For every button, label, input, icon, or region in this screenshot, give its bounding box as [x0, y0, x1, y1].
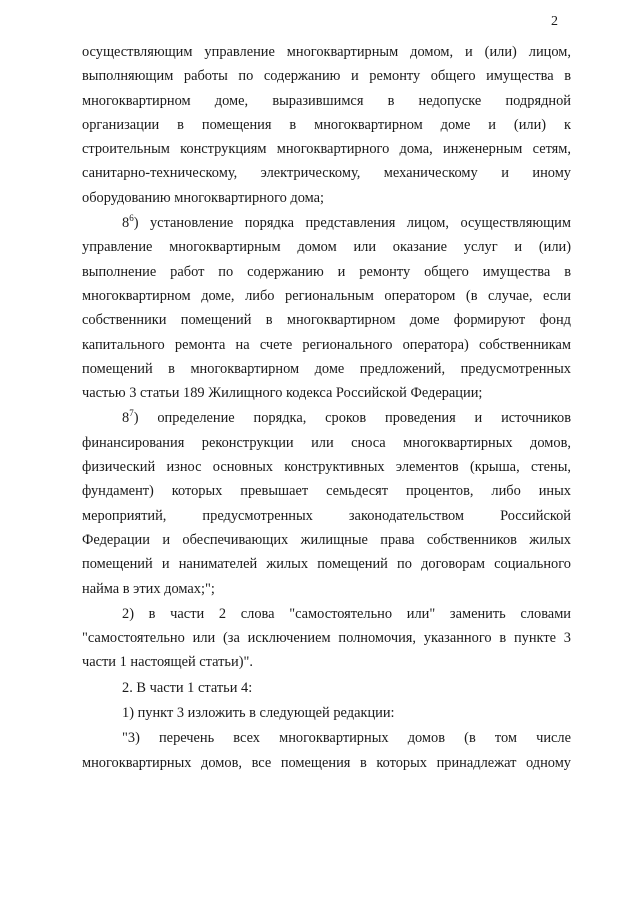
text-line-first: 2) в части 2 слова "самостоятельно или" заменить словами	[122, 605, 571, 622]
item-number: 8	[122, 215, 130, 232]
text-line-first: 1) пункт 3 изложить в следующей редакции:	[122, 705, 395, 722]
text-line: собственники помещений в многоквартирном доме формируют фонд	[82, 312, 571, 329]
text-line: многоквартирном доме, выразившимся в недопуске подрядной	[82, 92, 571, 109]
text-line-first: "3) перечень всех многоквартирных домов (в том числе	[122, 730, 571, 747]
text-line-first	[82, 211, 571, 235]
text-line: финансирования реконструкции или сноса многоквартирных домов,	[82, 434, 571, 451]
text-line: выполнение работ по содержанию и ремонту общего имущества в	[82, 263, 571, 280]
text-line: мероприятий, предусмотренных законодательством Российской	[82, 507, 571, 524]
item-superscript: 6	[129, 213, 134, 224]
text-line: управление многоквартирным домом или оказание услуг и (или)	[82, 239, 571, 256]
text-line: оборудованию многоквартирного дома;	[82, 189, 325, 206]
item-number: 8	[122, 410, 130, 427]
text-line: осуществляющим управление многоквартирным домом, и (или) лицом,	[82, 44, 571, 60]
item-text: ) определение порядка, сроков проведения и источников	[133, 410, 571, 427]
page-number: 2	[551, 14, 558, 29]
text-line: выполняющим работы по содержанию и ремонту общего имущества в	[82, 68, 571, 85]
text-line: найма в этих домах;";	[82, 580, 215, 597]
text-line: "самостоятельно или (за исключением полномочия, указанного в пункте 3	[82, 630, 571, 647]
text-line: организации в помещения в многоквартирном доме и (или) к	[82, 116, 571, 133]
paragraph-part-2	[82, 602, 571, 675]
paragraph-item-8-7	[82, 406, 571, 600]
text-line: Федерации и обеспечивающих жилищные права собственников жилых	[82, 531, 571, 548]
item-superscript: 7	[129, 408, 134, 419]
text-line: помещений в многоквартирном доме предложений, предусмотренных	[82, 360, 571, 377]
text-line: помещений и нанимателей жилых помещений по договорам социального	[82, 556, 571, 573]
paragraph-continuation	[82, 40, 571, 210]
text-line: фундамент) которых превышает семьдесят процентов, либо иных	[82, 483, 571, 500]
text-line: многоквартирном доме, либо региональным оператором (в случае, если	[82, 287, 571, 304]
text-line: частью 3 статьи 189 Жилищного кодекса Российской Федерации;	[82, 385, 483, 402]
text-line: части 1 настоящей статьи)".	[82, 654, 253, 671]
paragraph-list-houses	[82, 726, 571, 775]
item-text: ) установление порядка представления лицом, осуществляющим	[133, 215, 571, 232]
text-line: строительным конструкциям многоквартирного дома, инженерным сетям,	[82, 141, 571, 158]
text-line: многоквартирных домов, все помещения в которых принадлежат одному	[82, 754, 571, 771]
text-line: капитального ремонта на счете регионального оператора) собственникам	[82, 336, 571, 353]
paragraph-point-3	[82, 701, 571, 725]
paragraph-article-4	[82, 676, 571, 700]
text-line: санитарно-техническому, электрическому, механическому и иному	[82, 165, 571, 182]
text-line-first: 2. В части 1 статьи 4:	[122, 679, 253, 696]
text-line: физический износ основных конструктивных элементов (крыша, стены,	[82, 459, 571, 476]
text-line-first	[82, 406, 571, 430]
document-body	[82, 40, 571, 776]
paragraph-item-8-6	[82, 211, 571, 405]
